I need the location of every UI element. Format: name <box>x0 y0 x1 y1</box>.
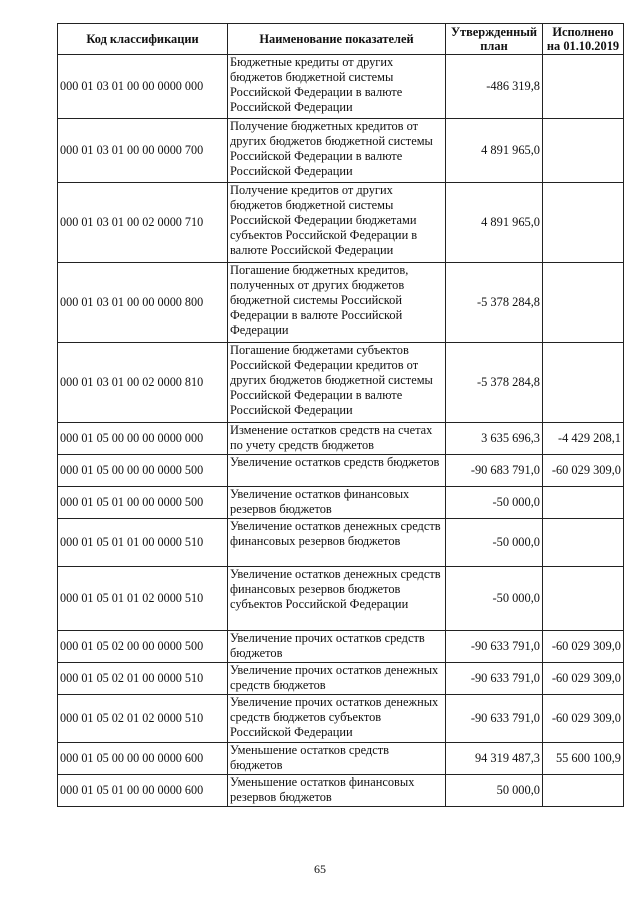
row-code: 000 01 05 02 01 02 0000 510 <box>58 695 228 743</box>
row-code: 000 01 03 01 00 00 0000 800 <box>58 263 228 343</box>
row-executed: -4 429 208,1 <box>543 423 624 455</box>
table-row <box>58 343 624 423</box>
row-plan: 4 891 965,0 <box>446 183 543 263</box>
row-code: 000 01 05 00 00 00 0000 500 <box>58 455 228 487</box>
row-name: Бюджетные кредиты от других бюджетов бюджетной системы Российской Федерации в валюте Российской Федерации <box>228 55 446 119</box>
row-plan: 3 635 696,3 <box>446 423 543 455</box>
row-executed <box>543 343 624 423</box>
row-executed: -60 029 309,0 <box>543 455 624 487</box>
row-executed: -60 029 309,0 <box>543 631 624 663</box>
table-row <box>58 743 624 775</box>
row-plan: -90 633 791,0 <box>446 631 543 663</box>
header-code: Код классификации <box>58 24 228 55</box>
table-row <box>58 567 624 631</box>
row-plan: -50 000,0 <box>446 487 543 519</box>
row-name: Погашение бюджетных кредитов, полученных от других бюджетов бюджетной системы Российской Федерации в валюте Российской Федерации <box>228 263 446 343</box>
table-row <box>58 775 624 807</box>
row-plan: -90 633 791,0 <box>446 663 543 695</box>
row-code: 000 01 03 01 00 02 0000 710 <box>58 183 228 263</box>
row-executed: 55 600 100,9 <box>543 743 624 775</box>
budget-sources-table <box>57 23 624 807</box>
table-row <box>58 455 624 487</box>
table-row <box>58 631 624 663</box>
header-plan: Утвержденный план <box>446 24 543 55</box>
row-code: 000 01 05 01 01 02 0000 510 <box>58 567 228 631</box>
row-code: 000 01 05 02 01 00 0000 510 <box>58 663 228 695</box>
table-row <box>58 119 624 183</box>
row-name: Изменение остатков средств на счетах по учету средств бюджетов <box>228 423 446 455</box>
row-executed <box>543 519 624 567</box>
table-row <box>58 487 624 519</box>
row-code: 000 01 03 01 00 00 0000 000 <box>58 55 228 119</box>
page-number: 65 <box>314 862 326 876</box>
table-row <box>58 55 624 119</box>
row-plan: -50 000,0 <box>446 519 543 567</box>
row-plan: 94 319 487,3 <box>446 743 543 775</box>
table-row <box>58 183 624 263</box>
row-name: Увеличение прочих остатков денежных средств бюджетов <box>228 663 446 695</box>
row-name: Получение кредитов от других бюджетов бюджетной системы Российской Федерации бюджетами субъектов Российской Федерации в валюте Российской Федерации <box>228 183 446 263</box>
row-executed <box>543 183 624 263</box>
row-code: 000 01 05 01 00 00 0000 500 <box>58 487 228 519</box>
row-plan: 50 000,0 <box>446 775 543 807</box>
row-name: Увеличение остатков средств бюджетов <box>228 455 446 487</box>
row-code: 000 01 05 02 00 00 0000 500 <box>58 631 228 663</box>
row-executed <box>543 119 624 183</box>
row-plan: -5 378 284,8 <box>446 263 543 343</box>
row-name: Увеличение остатков денежных средств финансовых резервов бюджетов субъектов Российской Федерации <box>228 567 446 631</box>
row-code: 000 01 05 01 00 00 0000 600 <box>58 775 228 807</box>
row-executed <box>543 567 624 631</box>
row-code: 000 01 03 01 00 00 0000 700 <box>58 119 228 183</box>
table-row <box>58 663 624 695</box>
row-plan: 4 891 965,0 <box>446 119 543 183</box>
row-name: Увеличение прочих остатков средств бюджетов <box>228 631 446 663</box>
row-plan: -486 319,8 <box>446 55 543 119</box>
table-row <box>58 519 624 567</box>
table-row <box>58 423 624 455</box>
row-name: Увеличение остатков финансовых резервов бюджетов <box>228 487 446 519</box>
row-code: 000 01 05 00 00 00 0000 000 <box>58 423 228 455</box>
header-name: Наименование показателей <box>228 24 446 55</box>
row-name: Увеличение прочих остатков денежных средств бюджетов субъектов Российской Федерации <box>228 695 446 743</box>
row-plan: -50 000,0 <box>446 567 543 631</box>
row-code: 000 01 03 01 00 02 0000 810 <box>58 343 228 423</box>
row-name: Уменьшение остатков финансовых резервов бюджетов <box>228 775 446 807</box>
row-code: 000 01 05 01 01 00 0000 510 <box>58 519 228 567</box>
row-plan: -90 633 791,0 <box>446 695 543 743</box>
row-name: Увеличение остатков денежных средств финансовых резервов бюджетов <box>228 519 446 567</box>
row-executed <box>543 775 624 807</box>
row-executed <box>543 263 624 343</box>
row-executed: -60 029 309,0 <box>543 663 624 695</box>
row-plan: -5 378 284,8 <box>446 343 543 423</box>
table-header-row <box>58 24 624 55</box>
row-executed <box>543 487 624 519</box>
table-row <box>58 263 624 343</box>
row-executed: -60 029 309,0 <box>543 695 624 743</box>
row-name: Погашение бюджетами субъектов Российской Федерации кредитов от других бюджетов бюджетной системы Российской Федерации в валюте Российской Федерации <box>228 343 446 423</box>
header-executed: Исполнено на 01.10.2019 <box>543 24 624 55</box>
row-name: Уменьшение остатков средств бюджетов <box>228 743 446 775</box>
row-plan: -90 683 791,0 <box>446 455 543 487</box>
row-code: 000 01 05 00 00 00 0000 600 <box>58 743 228 775</box>
row-name: Получение бюджетных кредитов от других бюджетов бюджетной системы Российской Федерации в валюте Российской Федерации <box>228 119 446 183</box>
row-executed <box>543 55 624 119</box>
table-row <box>58 695 624 743</box>
